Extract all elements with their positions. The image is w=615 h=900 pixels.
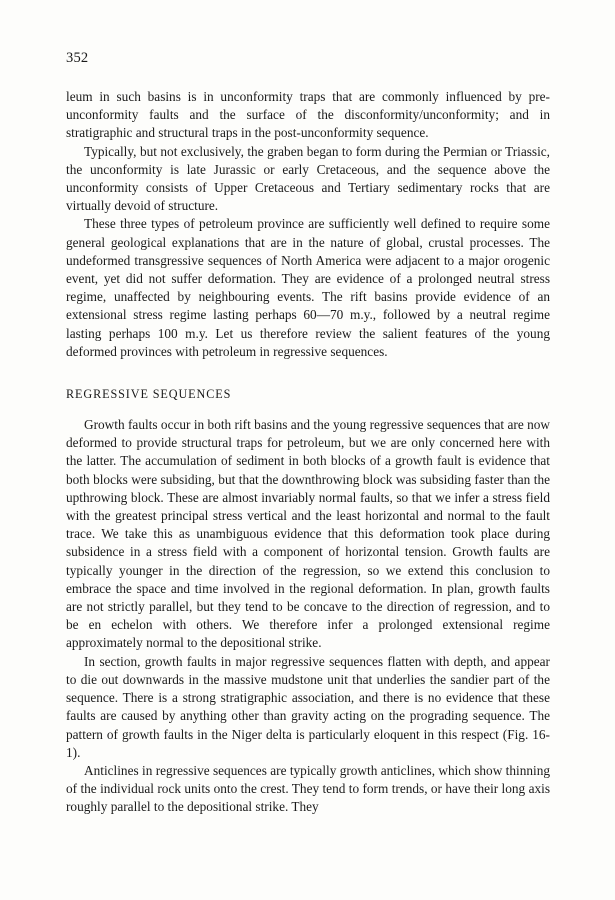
section-heading: REGRESSIVE SEQUENCES <box>66 387 232 402</box>
paragraph: Typically, but not exclusively, the graben began to form during the Permian or Triassic, the unconformity is late Jurassic or early Cretaceous, and the sequence above the unconformity consists of Upper Cretaceous and Tertiary sedimentary rocks that are virtually devoid of structure. <box>66 143 550 214</box>
paragraph: leum in such basins is in unconformity traps that are commonly influenced by pre-unconformity faults and the surface of the disconformity/unconformity; and in stratigraphic and structural traps in the post-unconformity sequence. <box>66 89 550 141</box>
paragraph: In section, growth faults in major regressive sequences flatten with depth, and appear to die out downwards in the massive mudstone unit that underlies the sandier part of the sequence. There is a strong stratigraphic association, and there is no evidence that these faults are caused by anything other than gravity acting on the prograding sequence. The pattern of growth faults in the Niger delta is particularly eloquent in this respect (Fig. 16-1). <box>66 653 550 760</box>
paragraph: Anticlines in regressive sequences are typically growth anticlines, which show thinning of the individual rock units onto the crest. They tend to form trends, or have their long axis roughly parallel to the depositional strike. They <box>66 762 550 815</box>
page-body <box>66 88 550 817</box>
paragraph: Growth faults occur in both rift basins and the young regressive sequences that are now deformed to provide structural traps for petroleum, but we are only concerned here with the latter. The accumulation of sediment in both blocks of a growth fault is evidence that both blocks were subsiding, but that the downthrowing block was subsiding faster than the upthrowing block. These are almost invariably normal faults, so that we infer a stress field with the greatest principal stress vertical and the least horizontal and normal to the fault trace. We take this as unambiguous evidence that this deformation took place during subsidence in a stress field with a component of horizontal tension. Growth faults are typically younger in the direction of the regression, so we extend this conclusion to embrace the space and time involved in the regional deformation. In plan, growth faults are not strictly parallel, but they tend to be concave to the direction of regression, and to be en echelon with others. We therefore infer a prolonged extensional regime approximately normal to the depositional strike. <box>66 417 550 651</box>
paragraph: These three types of petroleum province are sufficiently well defined to require some general geological explanations that are in the nature of global, crustal processes. The undeformed transgressive sequences of North America were adjacent to a major orogenic event, yet did not suffer deformation. They are evidence of a prolonged neutral stress regime, unaffected by neighbouring events. The rift basins provide evidence of an extensional stress regime lasting perhaps 60—70 m.y., followed by a neutral regime lasting perhaps 100 m.y. Let us therefore review the salient features of the young deformed provinces with petroleum in regressive sequences. <box>66 216 550 359</box>
page-number: 352 <box>66 50 89 66</box>
